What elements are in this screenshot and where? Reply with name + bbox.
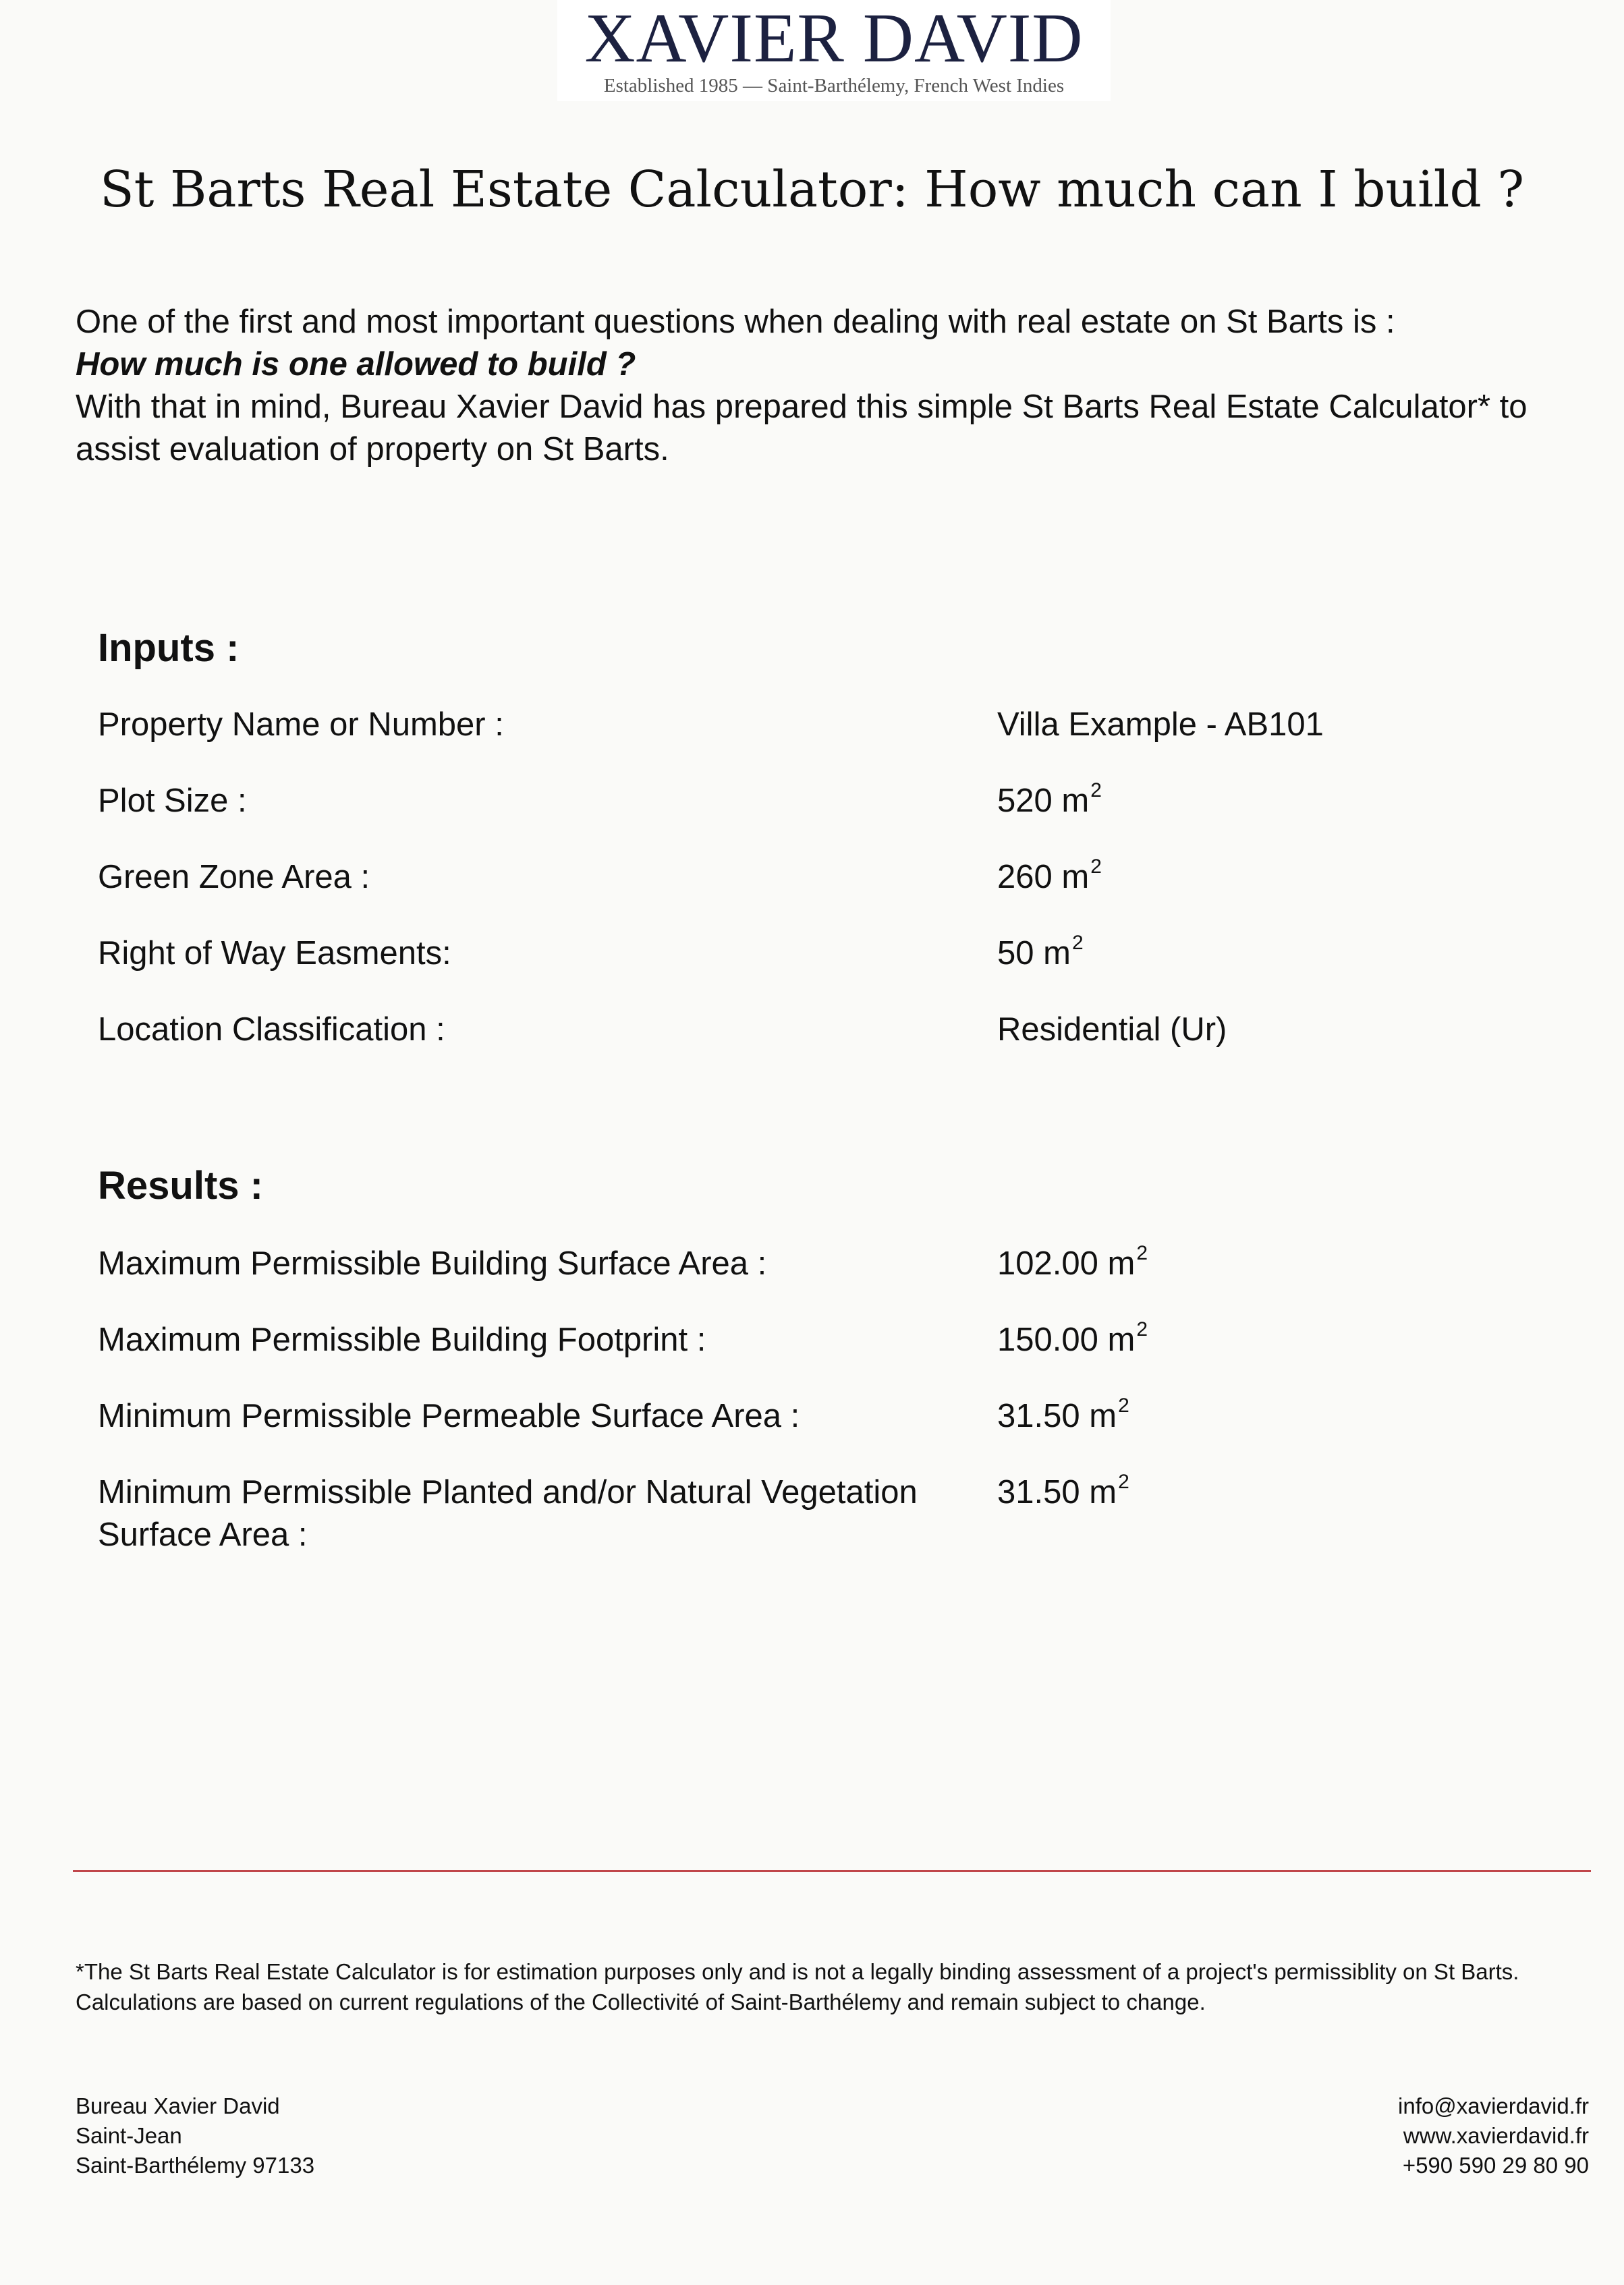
intro-line: One of the first and most important questions when dealing with real estate on St Barts is : [76, 304, 1395, 340]
input-label-location: Location Classification : [98, 1011, 445, 1048]
address-postal: Saint-Barthélemy 97133 [76, 2153, 315, 2178]
value-text: Residential (Ur) [997, 1011, 1227, 1048]
disclaimer: *The St Barts Real Estate Calculator is for estimation purposes only and is not a legally binding assessment of a project's permissiblity on St Barts. Calculations are based on current regulations of the Collectivité of Saint-Barthélemy and remain subject to change. [76, 1959, 1519, 2014]
value-text: 50 m [997, 935, 1071, 971]
input-label-right-of-way: Right of Way Easments: [98, 935, 451, 971]
results-heading: Results : [98, 1164, 263, 1208]
unit-exponent: 2 [1136, 1318, 1148, 1341]
company-logo [557, 0, 1111, 101]
inputs-heading: Inputs : [98, 626, 240, 670]
input-label-property-name: Property Name or Number : [98, 706, 504, 743]
contact-email-link[interactable]: info@xavierdavid.fr [1398, 2093, 1589, 2118]
unit-exponent: 2 [1090, 779, 1102, 801]
input-value-right-of-way [997, 932, 1537, 979]
footer-divider [73, 1870, 1591, 1872]
result-value-footprint [997, 1319, 1537, 1365]
input-value-location [997, 1009, 1537, 1051]
address-company: Bureau Xavier David [76, 2093, 280, 2118]
input-label-plot-size: Plot Size : [98, 783, 247, 819]
input-value-green-zone [997, 856, 1537, 903]
result-label-surface-area: Maximum Permissible Building Surface Area : [98, 1245, 767, 1282]
footer-contact [1398, 2091, 1589, 2180]
unit-exponent: 2 [1118, 1471, 1129, 1493]
unit-exponent: 2 [1118, 1394, 1129, 1417]
logo-tagline: Established 1985 — Saint-Barthélemy, French West Indies [603, 75, 1065, 96]
value-text: 520 m [997, 783, 1090, 819]
unit-exponent: 2 [1136, 1242, 1148, 1264]
input-label-green-zone: Green Zone Area : [98, 859, 370, 895]
result-value-planted-area [997, 1471, 1537, 1518]
input-value-plot-size [997, 780, 1537, 826]
result-label-permeable-area: Minimum Permissible Permeable Surface Area : [98, 1398, 800, 1434]
value-text: Villa Example - AB101 [997, 706, 1324, 743]
page-title: St Barts Real Estate Calculator: How much can I build ? [99, 161, 1525, 219]
value-text: 260 m [997, 859, 1090, 895]
input-value-property-name [997, 704, 1537, 746]
value-text: 150.00 m [997, 1322, 1136, 1358]
intro-line: With that in mind, Bureau Xavier David has prepared this simple St Barts Real Estate Calculator* to assist evaluation of property on St Barts. [76, 389, 1528, 468]
intro-text [76, 301, 1580, 471]
result-label-footprint: Maximum Permissible Building Footprint : [98, 1322, 706, 1358]
unit-exponent: 2 [1071, 932, 1084, 954]
unit-exponent: 2 [1090, 855, 1102, 878]
footer-address [76, 2091, 314, 2180]
result-value-permeable-area [997, 1395, 1537, 1442]
value-text: 102.00 m [997, 1245, 1136, 1282]
contact-phone: +590 590 29 80 90 [1402, 2153, 1589, 2178]
address-locality: Saint-Jean [76, 2123, 182, 2148]
contact-website-link[interactable]: www.xavierdavid.fr [1403, 2123, 1589, 2148]
value-text: 31.50 m [997, 1474, 1117, 1511]
logo-name: XAVIER DAVID [584, 0, 1084, 77]
result-value-surface-area [997, 1243, 1537, 1289]
intro-emphasis: How much is one allowed to build ? [76, 346, 636, 383]
value-text: 31.50 m [997, 1398, 1117, 1434]
result-label-planted-area: Minimum Permissible Planted and/or Natural Vegetation Surface Area : [98, 1474, 918, 1553]
